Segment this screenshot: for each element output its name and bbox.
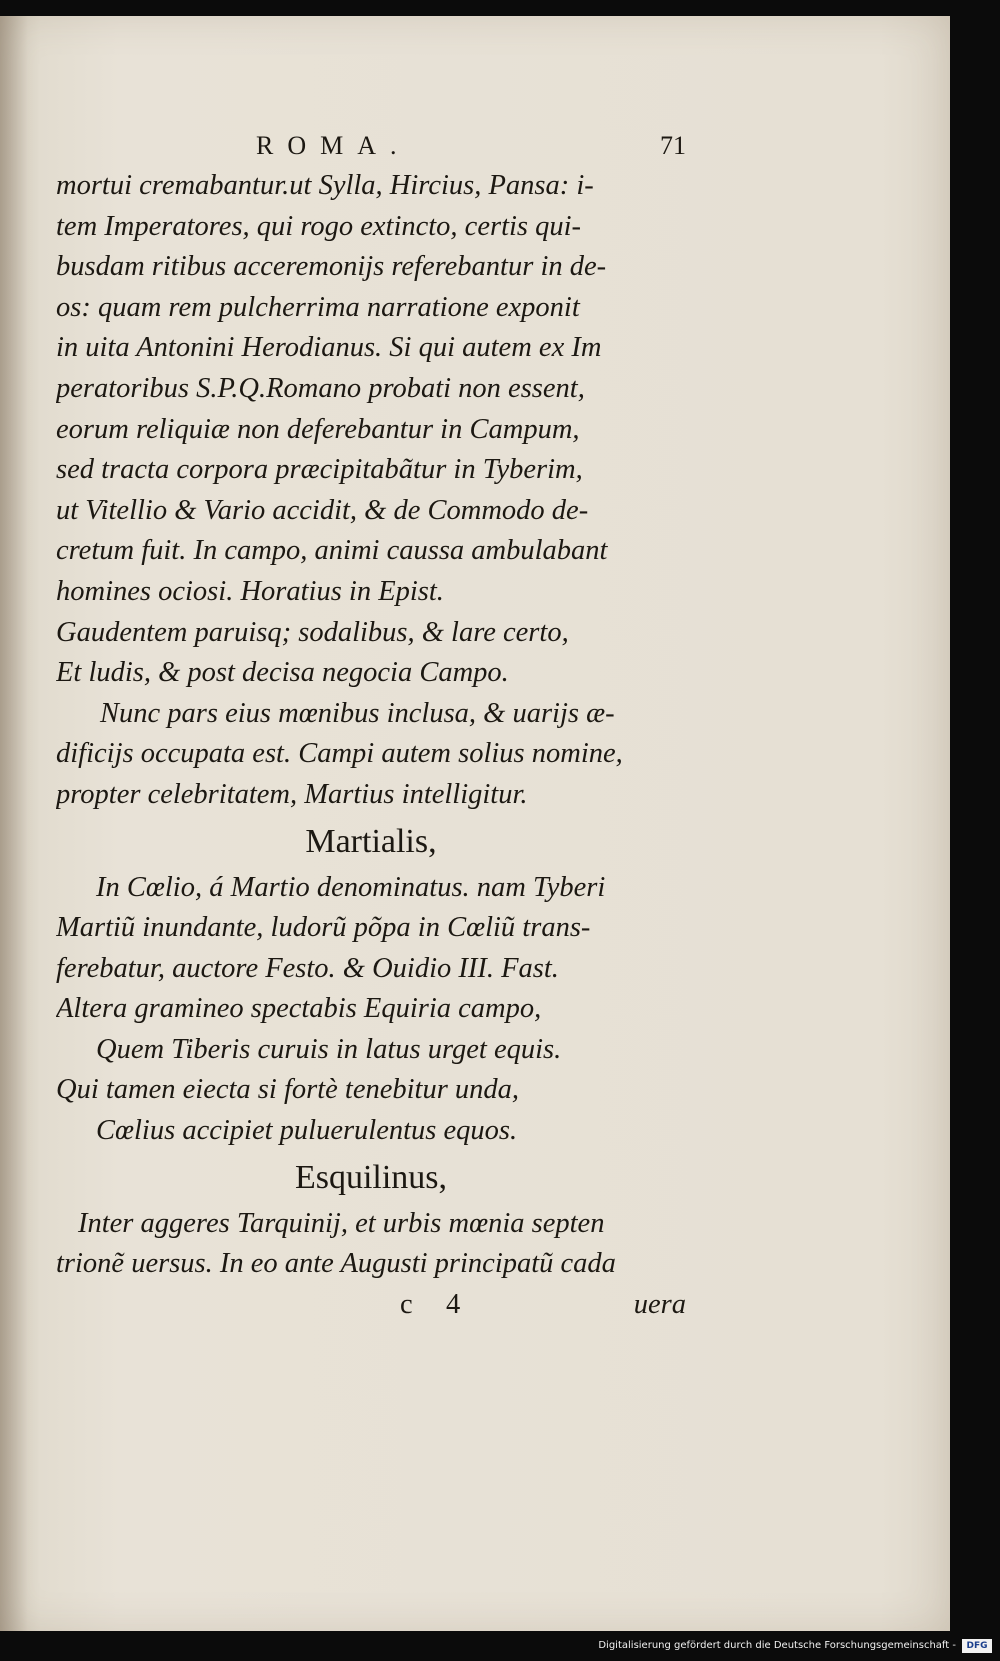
verse-line: Qui tamen eiecta si fortè tenebitur unda, [56,1074,520,1106]
text-line: ut Vitellio & Vario accidit, & de Commodo de- [56,494,589,526]
text-line: in uita Antonini Herodianus. Si qui autem ex Im [56,332,602,364]
section-heading-martialis: Martialis, [305,822,437,860]
text-line: Nunc pars eius mœnibus inclusa, & uarijs æ- [100,697,615,729]
text-line: tem Imperatores, qui rogo extincto, certis qui- [56,210,582,242]
text-block [56,126,686,1325]
verse-line: Altera gramineo spectabis Equiria campo, [56,993,542,1025]
signature-number: 4 [446,1288,461,1320]
text-line: eorum reliquiæ non deferebantur in Campum, [56,413,580,445]
text-line: Martiũ inundante, ludorũ põpa in Cœliũ trans- [56,912,591,944]
verse-line: Et ludis, & post decisa negocia Campo. [56,657,509,689]
running-head-title: ROMA. [256,131,411,160]
section-heading-esquilinus: Esquilinus, [294,1158,448,1196]
text-line: trionẽ uersus. In eo ante Augusti principatũ cada [56,1248,616,1280]
signature-line [56,1285,686,1325]
text-line: sed tracta corpora præcipitabãtur in Tyberim, [56,454,583,486]
text-line: propter celebritatem, Martius intelligitur. [56,778,528,810]
page-number: 71 [660,131,686,160]
text-line: dificijs occupata est. Campi autem solius nomine, [56,738,623,770]
signature-mark: c [400,1288,413,1320]
text-line: cretum fuit. In campo, animi caussa ambulabant [56,535,608,567]
text-line: ferebatur, auctore Festo. & Ouidio III. Fast. [56,952,559,984]
book-page [0,16,950,1631]
catchword: uera [633,1288,686,1320]
verse-line: Gaudentem paruisq; sodalibus, & lare certo, [56,616,569,648]
text-line: os: quam rem pulcherrima narratione exponit [56,291,580,323]
text-line: Inter aggeres Tarquinij, et urbis mœnia septen [78,1207,605,1239]
running-head [56,126,686,166]
text-line: mortui cremabantur.ut Sylla, Hircius, Pansa: i- [56,170,594,201]
text-line: busdam ritibus acceremonijs referebantur in de- [56,251,607,283]
footer-bar [0,1631,1000,1661]
text-line: peratoribus S.P.Q.Romano probati non essent, [56,372,585,404]
text-line: homines ociosi. Horatius in Epist. [56,575,444,607]
verse-line: Quem Tiberis curuis in latus urget equis. [96,1033,562,1065]
dfg-logo: DFG [962,1639,992,1653]
footer-credit: Digitalisierung gefördert durch die Deutsche Forschungsgemeinschaft - [598,1640,956,1651]
text-line: In Cœlio, á Martio denominatus. nam Tyberi [96,871,606,903]
verse-line: Cœlius accipiet puluerulentus equos. [96,1115,518,1147]
gutter-shadow [0,16,28,1631]
